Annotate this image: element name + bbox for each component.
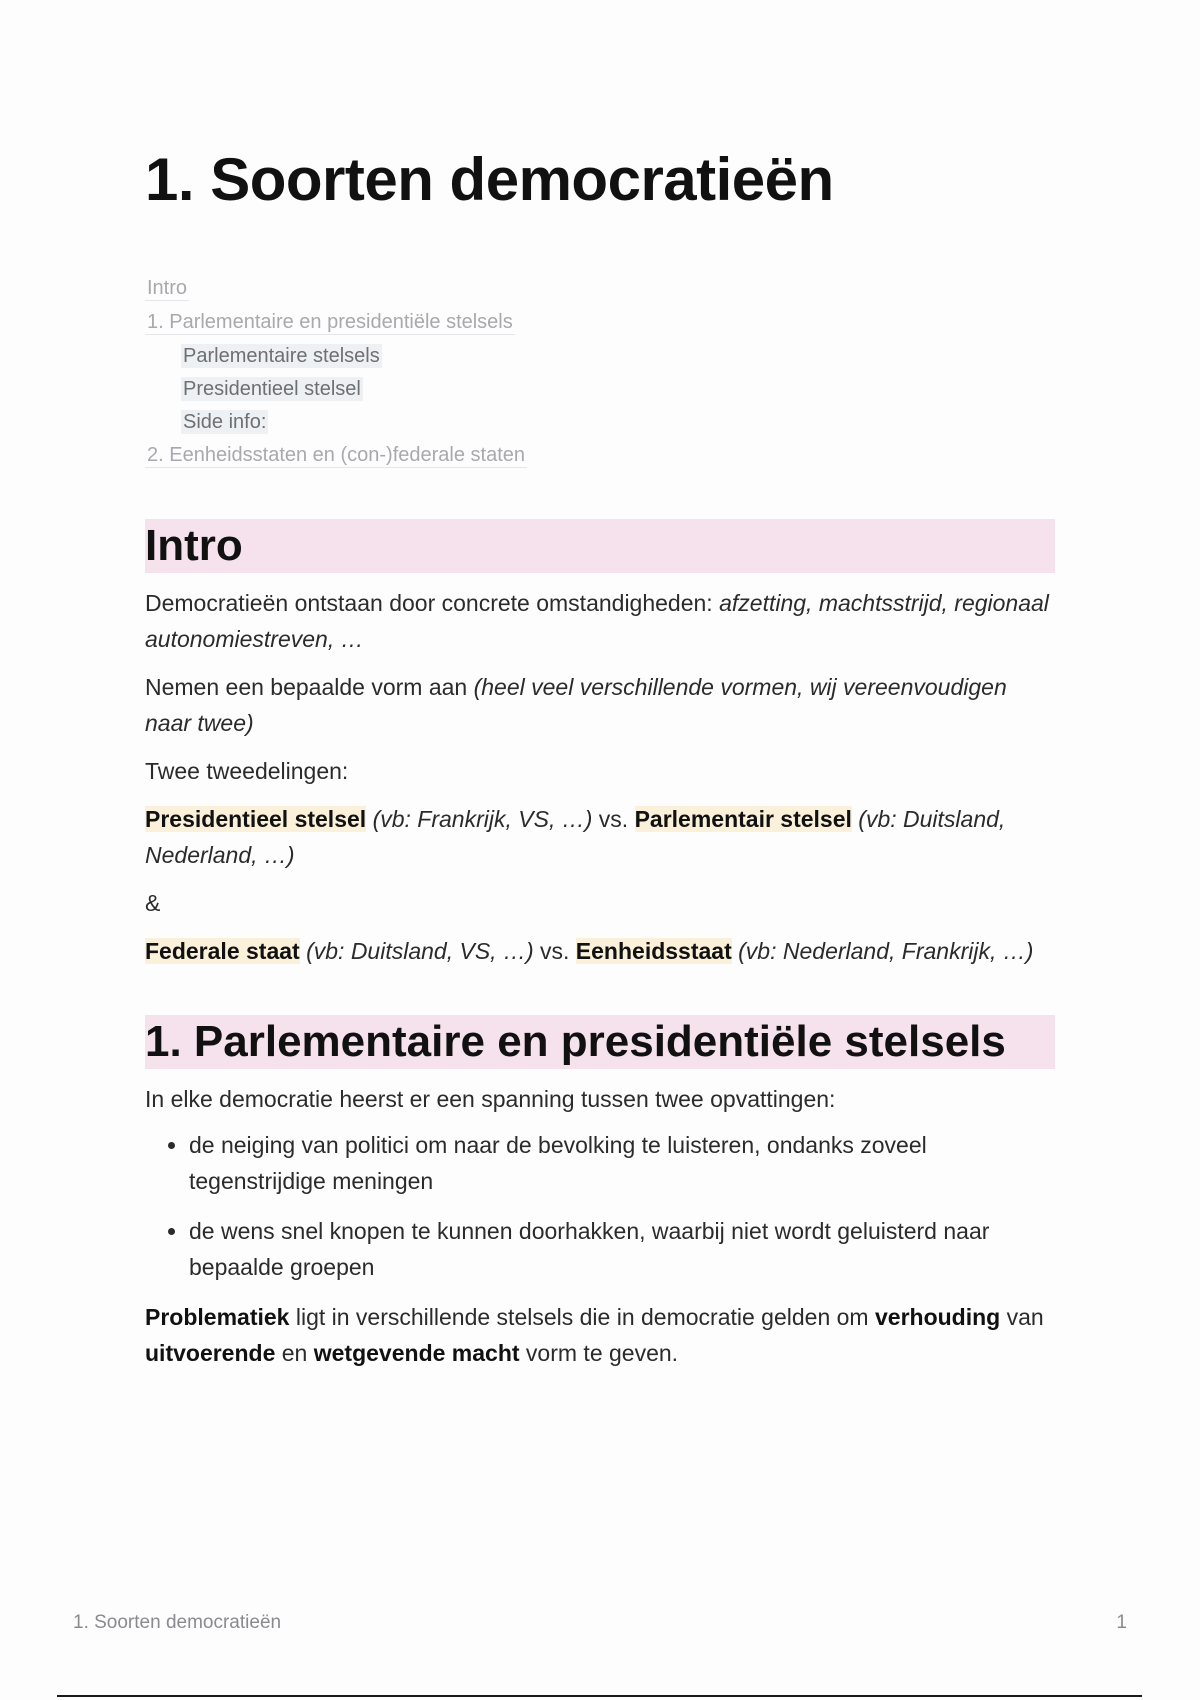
toc-link-parlementaire-stelsels[interactable]: Parlementaire stelsels xyxy=(183,345,380,367)
toc-entry-section-1 xyxy=(145,306,1055,340)
section-1-lead: In elke democratie heerst er een spanning tussen twee opvattingen: xyxy=(145,1086,836,1112)
toc-entry-parlementaire-stelsels xyxy=(145,340,1055,373)
page-content xyxy=(145,140,1055,1371)
intro-pair-staten: Federale staat (vb: Duitsland, VS, …) vs. Eenheidsstaat (vb: Nederland, Frankrijk, …) xyxy=(145,938,1034,964)
page-title: 1. Soorten democratieën xyxy=(145,146,834,213)
intro-ampersand: & xyxy=(145,890,161,916)
intro-pair-stelsels: Presidentieel stelsel (vb: Frankrijk, VS, …) vs. Parlementair stelsel (vb: Duitsland, Nederland, …) xyxy=(145,806,1006,868)
table-of-contents xyxy=(145,272,1055,473)
highlight-presidentieel-stelsel: Presidentieel stelsel xyxy=(145,806,367,832)
toc-entry-presidentieel-stelsel xyxy=(145,373,1055,406)
toc-link-side-info[interactable]: Side info: xyxy=(183,411,267,433)
toc-link-section-1[interactable]: 1. Parlementaire en presidentiële stelsels xyxy=(147,311,513,333)
footer-title: 1. Soorten democratieën xyxy=(73,1612,282,1633)
toc-link-section-2[interactable]: 2. Eenheidsstaten en (con-)federale staten xyxy=(147,444,526,466)
toc-entry-side-info xyxy=(145,406,1055,439)
intro-heading: Intro xyxy=(145,519,1055,573)
highlight-federale-staat: Federale staat xyxy=(145,938,300,964)
toc-link-presidentieel-stelsel[interactable]: Presidentieel stelsel xyxy=(183,378,361,400)
highlight-parlementair-stelsel: Parlementair stelsel xyxy=(634,806,852,832)
list-item: • de neiging van politici om naar de bevolking te luisteren, ondanks zoveel tegenstrijdige meningen xyxy=(189,1127,1055,1199)
section-1-heading: 1. Parlementaire en presidentiële stelsels xyxy=(145,1015,1055,1069)
list-item: • de wens snel knopen te kunnen doorhakken, waarbij niet wordt geluisterd naar bepaalde groepen xyxy=(189,1213,1055,1285)
intro-paragraph-1: Democratieën ontstaan door concrete omstandigheden: afzetting, machtsstrijd, regionaal autonomiestreven, … xyxy=(145,590,1049,652)
section-1-problematiek: Problematiek ligt in verschillende stelsels die in democratie gelden om verhouding van uitvoerende en wetgevende macht vorm te geven. xyxy=(145,1304,1044,1366)
section-1-bullet-list xyxy=(145,1127,1055,1285)
page-footer xyxy=(73,1612,1127,1634)
toc-link-intro[interactable]: Intro xyxy=(147,277,188,299)
footer-divider xyxy=(57,1695,1142,1697)
intro-paragraph-2: Nemen een bepaalde vorm aan (heel veel verschillende vormen, wij vereenvoudigen naar twee) xyxy=(145,674,1007,736)
toc-entry-section-2 xyxy=(145,439,1055,473)
page-number: 1 xyxy=(1116,1612,1127,1633)
highlight-eenheidsstaat: Eenheidsstaat xyxy=(575,938,732,964)
toc-entry-intro xyxy=(145,272,1055,306)
intro-paragraph-3: Twee tweedelingen: xyxy=(145,758,349,784)
